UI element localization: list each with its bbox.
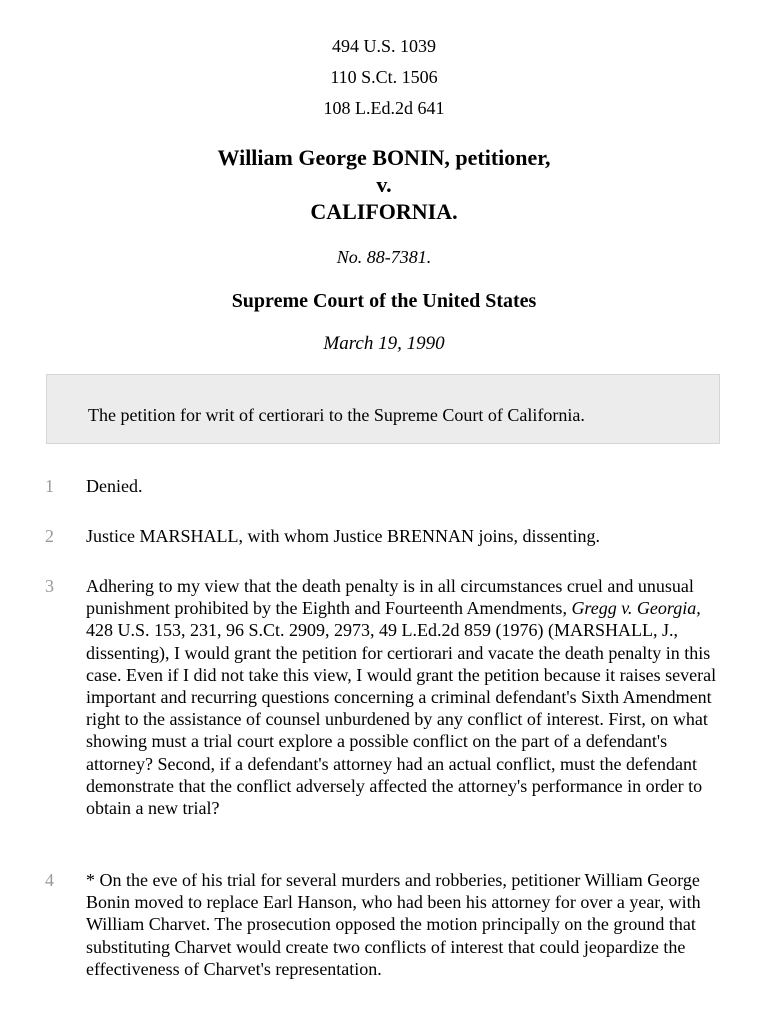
paragraph-number: 4 xyxy=(45,870,54,890)
docket-number: No. 88-7381. xyxy=(336,247,432,267)
summary-box xyxy=(46,374,720,444)
citation-sct: 110 S.Ct. 1506 xyxy=(330,67,438,87)
caption-respondent: CALIFORNIA. xyxy=(310,199,458,224)
summary-text: The petition for writ of certiorari to the Supreme Court of California. xyxy=(88,405,585,425)
paragraph-number: 2 xyxy=(45,526,54,546)
caption-petitioner: William George BONIN, petitioner, xyxy=(217,145,551,170)
paragraph-text: Denied. xyxy=(86,476,143,496)
paragraph-number: 3 xyxy=(45,576,54,596)
paragraph-text: * On the eve of his trial for several murders and robberies, petitioner William George Bonin moved to replace Earl Hanson, who had been his attorney for over a year, with William Charvet. The prosecution opposed the motion principally on the ground that substituting Charvet would create two conflicts of interest that could jeopardize the effectiveness of Charvet's representation. xyxy=(86,870,701,979)
citation-led: 108 L.Ed.2d 641 xyxy=(323,98,445,118)
citation-us: 494 U.S. 1039 xyxy=(331,36,436,56)
paragraph-text xyxy=(86,575,718,819)
text-after-citation: 428 U.S. 153, 231, 96 S.Ct. 2909, 2973, 49 L.Ed.2d 859 (1976) (MARSHALL, J., dissenting), I would grant the petition for certiorari and vacate the death penalty in this case. Even if I did not take this view, I would grant the petition because it raises several important and recurring questions concerning a criminal defendant's Sixth Amendment right to the assistance of counsel unburdened by any conflict of interest. First, on what showing must a trial court explore a possible conflict on the part of a defendant's attorney? Second, if a defendant's attorney had an actual conflict, must the defendant demonstrate that the conflict adversely affected the attorney's performance in order to obtain a new trial? xyxy=(86,620,717,819)
caption-versus: v. xyxy=(376,172,392,197)
paragraph-number: 1 xyxy=(45,476,54,496)
paragraph-text: Justice MARSHALL, with whom Justice BRENNAN joins, dissenting. xyxy=(86,526,601,546)
text-before-citation: Adhering to my view that the death penalty is in all circumstances cruel and unusual punishment prohibited by the Eighth and Fourteenth Amendments, xyxy=(86,576,694,619)
decision-date: March 19, 1990 xyxy=(323,333,445,354)
court-name: Supreme Court of the United States xyxy=(231,290,537,312)
case-name: Gregg v. Georgia, xyxy=(571,598,701,619)
